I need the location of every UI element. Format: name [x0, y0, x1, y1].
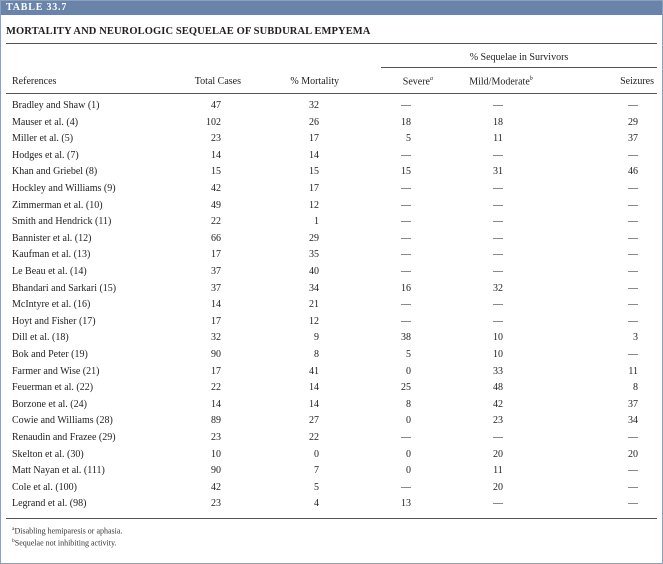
cell-severe: 13: [401, 498, 411, 510]
cell-severe: 0: [406, 465, 411, 477]
cell-mild-moderate: —: [493, 299, 503, 311]
cell-seizures: 34: [628, 415, 638, 427]
table-row: [1, 349, 662, 364]
table-row: [1, 449, 662, 464]
cell-seizures: 20: [628, 448, 638, 460]
cell-severe: —: [401, 199, 411, 211]
table-row: [1, 117, 662, 132]
cell-total-cases: 22: [211, 382, 221, 394]
table-row: [1, 366, 662, 381]
cell-reference: Hoyt and Fisher (17): [12, 315, 96, 327]
table-number: TABLE 33.7: [6, 2, 68, 13]
cell-total-cases: 37: [211, 282, 221, 294]
cell-total-cases: 10: [211, 448, 221, 460]
header-seizures: Seizures: [620, 76, 654, 87]
cell-total-cases: 17: [211, 315, 221, 327]
table-row: [1, 382, 662, 397]
cell-mortality: 9: [314, 332, 319, 344]
header-severe: [351, 76, 433, 87]
footnote-mark-a: a: [430, 76, 433, 82]
cell-seizures: —: [628, 149, 638, 161]
cell-total-cases: 14: [211, 299, 221, 311]
cell-mild-moderate: 18: [493, 116, 503, 128]
table-row: [1, 216, 662, 231]
cell-seizures: 3: [633, 332, 638, 344]
cell-reference: Bhandari and Sarkari (15): [12, 282, 117, 294]
table-row: [1, 299, 662, 314]
cell-mild-moderate: —: [493, 232, 503, 244]
cell-total-cases: 66: [211, 232, 221, 244]
cell-severe: 25: [401, 382, 411, 394]
cell-severe: —: [401, 299, 411, 311]
cell-severe: 16: [401, 282, 411, 294]
cell-severe: 15: [401, 166, 411, 178]
cell-total-cases: 32: [211, 332, 221, 344]
footnote-a-text: Disabling hemiparesis or aphasia.: [14, 526, 123, 536]
cell-mild-moderate: 31: [493, 166, 503, 178]
cell-mortality: 14: [309, 149, 319, 161]
cell-reference: Cowie and Williams (28): [12, 415, 113, 427]
footnote-b: [12, 538, 116, 548]
table-row: [1, 399, 662, 414]
table-row: [1, 266, 662, 281]
table-row: [1, 166, 662, 181]
cell-total-cases: 90: [211, 465, 221, 477]
cell-seizures: —: [628, 498, 638, 510]
cell-reference: Hodges et al. (7): [12, 149, 79, 161]
cell-total-cases: 14: [211, 149, 221, 161]
cell-reference: Khan and Griebel (8): [12, 166, 98, 178]
cell-severe: —: [401, 481, 411, 493]
cell-mild-moderate: 23: [493, 415, 503, 427]
cell-mild-moderate: 33: [493, 365, 503, 377]
table-banner: [1, 1, 662, 15]
cell-reference: Farmer and Wise (21): [12, 365, 100, 377]
table-row: [1, 249, 662, 264]
cell-total-cases: 23: [211, 133, 221, 145]
cell-total-cases: 49: [211, 199, 221, 211]
cell-mortality: 34: [309, 282, 319, 294]
cell-seizures: 8: [633, 382, 638, 394]
cell-seizures: —: [628, 282, 638, 294]
cell-severe: 38: [401, 332, 411, 344]
cell-mortality: 21: [309, 299, 319, 311]
cell-reference: Bok and Peter (19): [12, 349, 88, 360]
cell-severe: 5: [406, 133, 411, 145]
cell-reference: Cole et al. (100): [12, 481, 77, 493]
cell-mild-moderate: —: [493, 266, 503, 277]
table-row: [1, 415, 662, 430]
cell-mild-moderate: 32: [493, 282, 503, 294]
cell-seizures: —: [628, 432, 638, 443]
cell-reference: Bannister et al. (12): [12, 232, 92, 244]
cell-reference: Dill et al. (18): [12, 332, 69, 344]
cell-total-cases: 102: [206, 116, 221, 128]
table-row: [1, 465, 662, 480]
cell-reference: Skelton et al. (30): [12, 448, 84, 460]
cell-total-cases: 37: [211, 266, 221, 277]
cell-seizures: —: [628, 299, 638, 311]
cell-reference: Hockley and Williams (9): [12, 183, 116, 194]
cell-reference: Zimmerman et al. (10): [12, 199, 103, 211]
table-row: [1, 432, 662, 447]
cell-total-cases: 42: [211, 481, 221, 493]
cell-severe: —: [401, 149, 411, 161]
cell-mortality: 35: [309, 249, 319, 261]
cell-severe: 5: [406, 349, 411, 360]
table-row: [1, 133, 662, 148]
cell-seizures: 29: [628, 116, 638, 128]
cell-total-cases: 23: [211, 498, 221, 510]
cell-seizures: —: [628, 266, 638, 277]
cell-severe: —: [401, 432, 411, 443]
cell-mortality: 15: [309, 166, 319, 178]
cell-total-cases: 89: [211, 415, 221, 427]
cell-total-cases: 22: [211, 216, 221, 228]
cell-total-cases: 14: [211, 398, 221, 410]
cell-mortality: 29: [309, 232, 319, 244]
table-row: [1, 316, 662, 331]
cell-reference: Miller et al. (5): [12, 133, 74, 145]
cell-mild-moderate: —: [493, 183, 503, 194]
cell-severe: —: [401, 266, 411, 277]
cell-seizures: 37: [628, 398, 638, 410]
footnote-b-text: Sequelae not inhibiting activity.: [14, 538, 117, 548]
table-row: [1, 482, 662, 497]
cell-seizures: —: [628, 199, 638, 211]
cell-mortality: 32: [309, 100, 319, 111]
cell-mortality: 40: [309, 266, 319, 277]
cell-seizures: —: [628, 249, 638, 261]
cell-mild-moderate: 20: [493, 448, 503, 460]
cell-mild-moderate: —: [493, 100, 503, 111]
cell-mild-moderate: —: [493, 249, 503, 261]
cell-mortality: 41: [309, 365, 319, 377]
cell-mortality: 17: [309, 183, 319, 194]
cell-total-cases: 42: [211, 183, 221, 194]
cell-reference: McIntyre et al. (16): [12, 299, 91, 311]
cell-mild-moderate: 10: [493, 349, 503, 360]
cell-total-cases: 15: [211, 166, 221, 178]
cell-seizures: —: [628, 183, 638, 194]
cell-mild-moderate: —: [493, 498, 503, 510]
cell-mortality: 14: [309, 382, 319, 394]
cell-total-cases: 23: [211, 432, 221, 443]
cell-reference: Mauser et al. (4): [12, 116, 79, 128]
header-rule: [6, 93, 657, 94]
cell-seizures: —: [628, 465, 638, 477]
cell-total-cases: 17: [211, 249, 221, 261]
cell-severe: —: [401, 315, 411, 327]
cell-severe: 0: [406, 365, 411, 377]
cell-severe: —: [401, 216, 411, 228]
cell-seizures: —: [628, 216, 638, 228]
group-rule: [381, 67, 657, 68]
cell-mortality: 22: [309, 432, 319, 443]
table-row: [1, 233, 662, 248]
cell-severe: —: [401, 100, 411, 111]
cell-total-cases: 17: [211, 365, 221, 377]
table-row: [1, 332, 662, 347]
cell-mortality: 17: [309, 133, 319, 145]
header-mild-moderate: [451, 76, 551, 87]
cell-reference: Kaufman et al. (13): [12, 249, 91, 261]
header-severe-label: Severe: [402, 76, 430, 88]
cell-seizures: 37: [628, 133, 638, 145]
cell-mortality: 1: [314, 216, 319, 228]
cell-mild-moderate: 48: [493, 382, 503, 394]
table-row: [1, 498, 662, 513]
cell-seizures: —: [628, 481, 638, 493]
sequelae-group-header: % Sequelae in Survivors: [469, 52, 569, 63]
cell-severe: —: [401, 249, 411, 261]
cell-mild-moderate: 20: [493, 481, 503, 493]
cell-seizures: 46: [628, 166, 638, 178]
cell-reference: Feuerman et al. (22): [12, 382, 94, 394]
bottom-rule: [6, 518, 657, 519]
footnote-mark-b: b: [529, 76, 533, 82]
cell-severe: 0: [406, 448, 411, 460]
cell-mild-moderate: —: [493, 199, 503, 211]
cell-reference: Matt Nayan et al. (111): [12, 465, 105, 477]
footnote-a-mark: a: [12, 526, 15, 532]
cell-seizures: —: [628, 100, 638, 111]
cell-reference: Le Beau et al. (14): [12, 266, 87, 277]
table-row: [1, 200, 662, 215]
cell-reference: Bradley and Shaw (1): [12, 100, 100, 111]
header-mortality: % Mortality: [290, 76, 339, 87]
cell-seizures: 11: [628, 365, 638, 377]
cell-mild-moderate: 42: [493, 398, 503, 410]
table-row: [1, 100, 662, 115]
cell-seizures: —: [628, 315, 638, 327]
cell-severe: —: [401, 183, 411, 194]
cell-reference: Smith and Hendrick (11): [12, 216, 112, 228]
table-title: MORTALITY AND NEUROLOGIC SEQUELAE OF SUBDURAL EMPYEMA: [6, 26, 371, 37]
cell-mild-moderate: —: [493, 432, 503, 443]
cell-mortality: 14: [309, 398, 319, 410]
cell-mortality: 12: [309, 199, 319, 211]
header-total-cases: Total Cases: [194, 76, 241, 87]
table-row: [1, 183, 662, 198]
cell-total-cases: 47: [211, 100, 221, 111]
cell-severe: —: [401, 232, 411, 244]
table-row: [1, 283, 662, 298]
cell-seizures: —: [628, 232, 638, 244]
footnote-b-mark: b: [12, 538, 15, 544]
cell-severe: 8: [406, 398, 411, 410]
footnote-a: [12, 526, 122, 536]
cell-mortality: 12: [309, 315, 319, 327]
cell-reference: Borzone et al. (24): [12, 398, 87, 410]
cell-mild-moderate: —: [493, 149, 503, 161]
cell-mortality: 0: [314, 448, 319, 460]
top-rule: [6, 43, 657, 44]
cell-reference: Legrand et al. (98): [12, 498, 87, 510]
cell-mortality: 7: [314, 465, 319, 477]
cell-severe: 0: [406, 415, 411, 427]
cell-mild-moderate: —: [493, 216, 503, 228]
cell-mild-moderate: 10: [493, 332, 503, 344]
cell-mild-moderate: 11: [493, 133, 503, 145]
cell-mild-moderate: 11: [493, 465, 503, 477]
cell-mortality: 5: [314, 481, 319, 493]
header-mild-label: Mild/Moderate: [469, 76, 530, 88]
cell-mild-moderate: —: [493, 315, 503, 327]
cell-total-cases: 90: [211, 349, 221, 360]
cell-mortality: 26: [309, 116, 319, 128]
cell-mortality: 8: [314, 349, 319, 360]
header-references: References: [12, 76, 57, 87]
cell-reference: Renaudin and Frazee (29): [12, 432, 116, 443]
cell-severe: 18: [401, 116, 411, 128]
cell-mortality: 27: [309, 415, 319, 427]
cell-seizures: —: [628, 349, 638, 360]
table-row: [1, 150, 662, 165]
cell-mortality: 4: [314, 498, 319, 510]
